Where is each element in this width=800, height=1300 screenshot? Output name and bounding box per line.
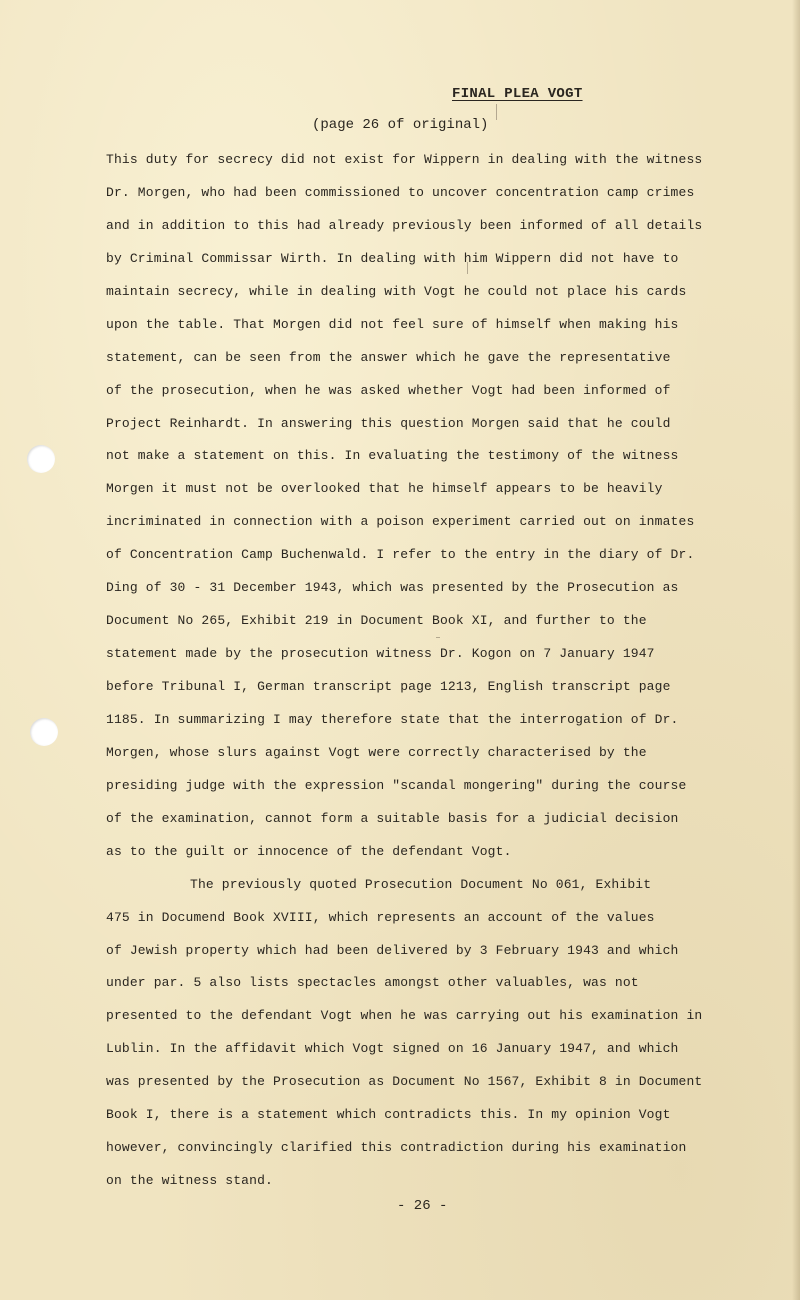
text-line: The previously quoted Prosecution Document No 061, Exhibit xyxy=(190,876,652,892)
text-line: upon the table. That Morgen did not feel sure of himself when making his xyxy=(106,316,679,332)
text-line: of Concentration Camp Buchenwald. I refer to the entry in the diary of Dr. xyxy=(106,547,695,563)
text-line: presiding judge with the expression "scandal mongering" during the course xyxy=(106,777,687,793)
text-line: incriminated in connection with a poison experiment carried out on inmates xyxy=(106,514,695,530)
text-line: Dr. Morgen, who had been commissioned to uncover concentration camp crimes xyxy=(106,184,695,200)
text-line: not make a statement on this. In evaluating the testimony of the witness xyxy=(106,448,679,464)
body-text xyxy=(106,144,746,1198)
text-line: as to the guilt or innocence of the defendant Vogt. xyxy=(106,843,512,859)
text-line: 475 in Documend Book XVIII, which represents an account of the values xyxy=(106,909,655,925)
text-line: of the prosecution, when he was asked whether Vogt had been informed of xyxy=(106,382,671,398)
text-line: 1185. In summarizing I may therefore state that the interrogation of Dr. xyxy=(106,711,679,727)
stray-mark xyxy=(496,104,497,120)
text-line: Morgen it must not be overlooked that he himself appears to be heavily xyxy=(106,481,663,497)
text-line: of the examination, cannot form a suitable basis for a judicial decision xyxy=(106,810,679,826)
text-line: presented to the defendant Vogt when he was carrying out his examination in xyxy=(106,1008,703,1024)
document-title: FINAL PLEA VOGT xyxy=(452,86,583,102)
text-line: Document No 265, Exhibit 219 in Document Book XI, and further to the xyxy=(106,613,647,629)
text-line: however, convincingly clarified this contradiction during his examination xyxy=(106,1140,687,1156)
document-subtitle: (page 26 of original) xyxy=(312,117,489,133)
text-line: This duty for secrecy did not exist for Wippern in dealing with the witness xyxy=(106,152,703,167)
text-line: before Tribunal I, German transcript page 1213, English transcript page xyxy=(106,679,671,694)
text-line: Book I, there is a statement which contradicts this. In my opinion Vogt xyxy=(106,1107,671,1123)
page-number: - 26 - xyxy=(397,1198,448,1214)
text-line: and in addition to this had already previously been informed of all details xyxy=(106,217,703,233)
punch-hole xyxy=(30,718,58,746)
text-line: was presented by the Prosecution as Document No 1567, Exhibit 8 in Document xyxy=(106,1074,703,1090)
text-line: Ding of 30 - 31 December 1943, which was presented by the Prosecution as xyxy=(106,580,679,596)
text-line: under par. 5 also lists spectacles amongst other valuables, was not xyxy=(106,975,639,991)
text-line: statement, can be seen from the answer which he gave the representative xyxy=(106,349,671,365)
text-line: Lublin. In the affidavit which Vogt signed on 16 January 1947, and which xyxy=(106,1041,679,1057)
punch-hole xyxy=(27,445,55,473)
text-line: statement made by the prosecution witness Dr. Kogon on 7 January 1947 xyxy=(106,646,655,662)
text-line: of Jewish property which had been delivered by 3 February 1943 and which xyxy=(106,942,679,958)
text-line: maintain secrecy, while in dealing with Vogt he could not place his cards xyxy=(106,283,687,299)
text-line: Morgen, whose slurs against Vogt were correctly characterised by the xyxy=(106,744,647,760)
text-line: by Criminal Commissar Wirth. In dealing with him Wippern did not have to xyxy=(106,250,679,266)
page-edge-shadow xyxy=(792,0,800,1300)
text-line: on the witness stand. xyxy=(106,1173,273,1189)
text-line: Project Reinhardt. In answering this question Morgen said that he could xyxy=(106,415,671,431)
